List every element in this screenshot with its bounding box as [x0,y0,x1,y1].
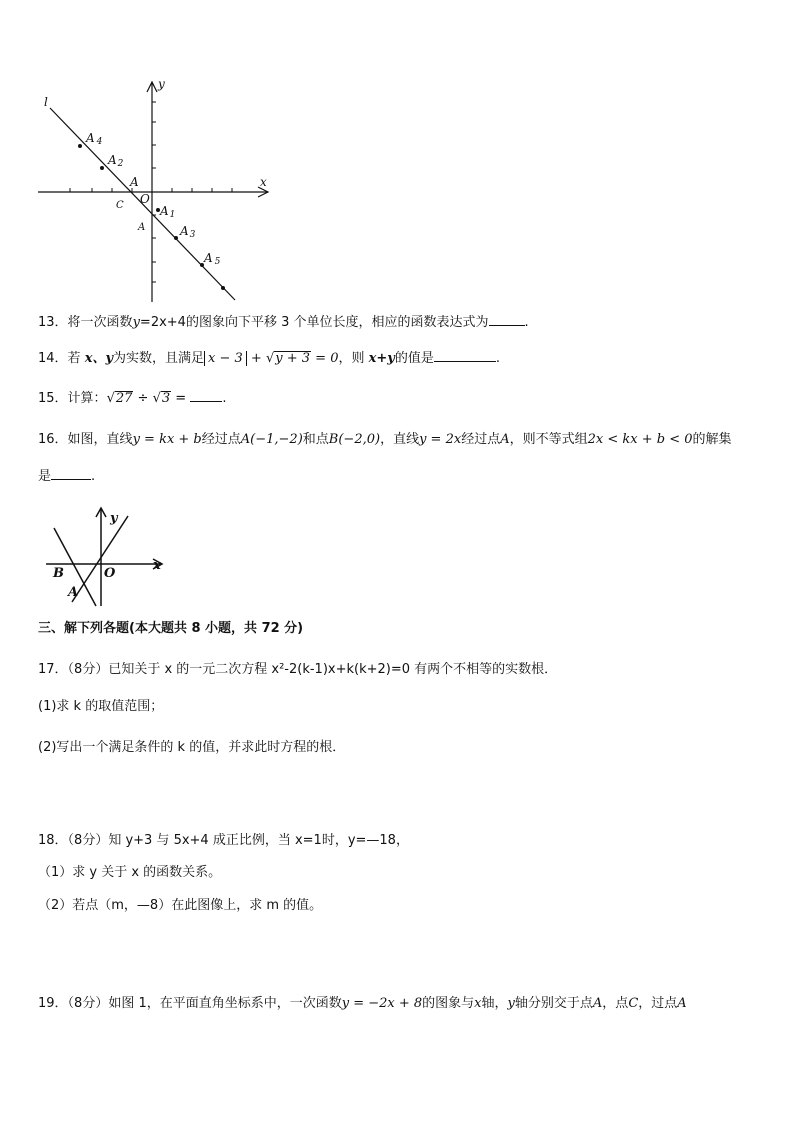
a5-label: A 5 [204,251,221,267]
q16-eq2: y = 2x [419,432,462,447]
line-l-label: l [44,95,48,109]
question-16-line1 [38,431,732,449]
q13-expr-var: y [132,315,140,330]
sqrt-sign: √ [152,391,161,406]
question-17-part1: (1)求 k 的取值范围； [38,699,164,714]
question-17-part2: (2)写出一个满足条件的 k 的值，并求此时方程的根． [38,740,346,755]
o-label: O [104,566,116,581]
a-label: A [68,585,79,600]
q16-text-c: 和点 [302,432,329,447]
a3-label: A3 [180,224,196,240]
question-15 [38,389,226,408]
q16-answer-blank[interactable] [51,467,91,480]
y-axis-label: y [110,511,118,526]
q19-text-b: 轴， [481,996,508,1011]
x-axis-label: x [260,175,267,189]
q14-text-d: 的值是 [394,351,434,366]
q19-text-d: ，点 [602,996,629,1011]
q16-text-e: 经过点 [461,432,501,447]
q19-eq: y = −2x + 8 [341,996,423,1011]
section-3-title: 三、解下列各题(本大题共 8 小题，共 72 分) [38,621,304,636]
point-last [221,286,225,290]
q15-div: ÷ [133,391,153,406]
q16-line2: 是 [38,469,52,484]
q13-number: 13． [38,315,68,330]
q14-answer-blank[interactable] [434,349,496,362]
a1-label: A1 [160,204,176,220]
q15-answer-blank[interactable] [190,389,222,402]
q14-text-b: 为实数，且满足 [113,351,205,366]
q16-point-a: A(−1,−2) [240,432,303,447]
question-18-part2: （2）若点（m，—8）在此图像上，求 m 的值。 [38,898,323,913]
q19-point-c: C [628,996,639,1011]
q13-text-b: 的图象向下平移 3 个单位长度，相应的函数表达式为 [185,315,489,330]
q14-eq: = 0 [311,351,339,366]
q14-sum: x+y [368,351,395,366]
q14-end: . [495,351,500,366]
q15-eq: = [171,391,191,406]
q14-text-a: 若 [67,351,85,366]
q14-plus: + [246,351,266,366]
figure-2-lines [40,502,170,612]
q14-vars: x、y [84,351,113,366]
a4-label: A 4 [86,131,103,147]
q15-text-a: 计算： [67,391,107,406]
point-a3 [174,236,178,240]
q15-sqrt1: 27 [115,391,133,406]
q19-text-e: ，过点 [638,996,678,1011]
c-label: C [116,200,124,211]
y-axis-label: y [158,77,165,91]
x-ticks [70,188,232,192]
q19-text-c: 轴分别交于点 [514,996,593,1011]
q16-text-b: 经过点 [201,432,241,447]
q16-text-a: 如图，直线 [67,432,133,447]
sqrt-sign: √ [106,391,115,406]
q16-point-a2: A [500,432,510,447]
q19-y-axis: y [507,996,515,1011]
q16-text-d: ，直线 [380,432,420,447]
q19-number: 19．（8分）如图 1，在平面直角坐标系中，一次函数 [38,996,342,1011]
point-a4 [78,144,82,148]
q13-text-a: 将一次函数 [67,315,133,330]
q15-end: . [222,391,227,406]
question-19-stem [38,995,687,1013]
q14-sqrt-expr: y + 3 [275,351,311,366]
a2-label: A2 [108,153,124,169]
question-18-part1: （1）求 y 关于 x 的函数关系。 [38,865,222,880]
q19-x-axis: x [474,996,482,1011]
question-16-line2 [38,467,95,486]
line-2x [72,516,128,602]
q16-end: . [91,469,96,484]
q13-expr: =2x+4 [139,315,186,330]
question-18-stem: 18．（8分）知 y+3 与 5x+4 成正比例，当 x=1时，y=—18， [38,833,409,848]
point-a2 [100,166,104,170]
q16-point-b: B(−2,0) [328,432,381,447]
a-label-upper: A [130,175,139,189]
a-label-lower: A [138,222,146,233]
q16-text-f: ，则不等式组 [509,432,588,447]
sqrt-sign: √ [265,351,275,366]
b-label: B [53,566,64,581]
question-14 [38,349,500,368]
q19-point-a: A [592,996,603,1011]
q14-abs-expr: x − 3 [204,351,247,366]
q19-point-a2: A [677,996,687,1011]
q13-end: . [524,315,529,330]
q13-answer-blank[interactable] [489,313,525,326]
q14-text-c: ，则 [338,351,369,366]
origin-label: O [140,192,150,206]
q15-sqrt2: 3 [161,391,171,406]
figure-1-coordinate-plane [30,70,280,310]
q16-text-g: 的解集 [692,432,732,447]
q14-number: 14． [38,351,68,366]
q16-ineq: 2x < kx + b < 0 [587,432,693,447]
question-13 [38,313,529,332]
q19-text-a: 的图象与 [422,996,475,1011]
x-axis-label: x [153,558,161,573]
question-17-stem: 17．（8分）已知关于 x 的一元二次方程 x²-2(k-1)x+k(k+2)=0 有两个不相等的实数根． [38,662,558,677]
q16-eq1: y = kx + b [132,432,202,447]
q15-number: 15． [38,391,68,406]
q16-number: 16． [38,432,68,447]
